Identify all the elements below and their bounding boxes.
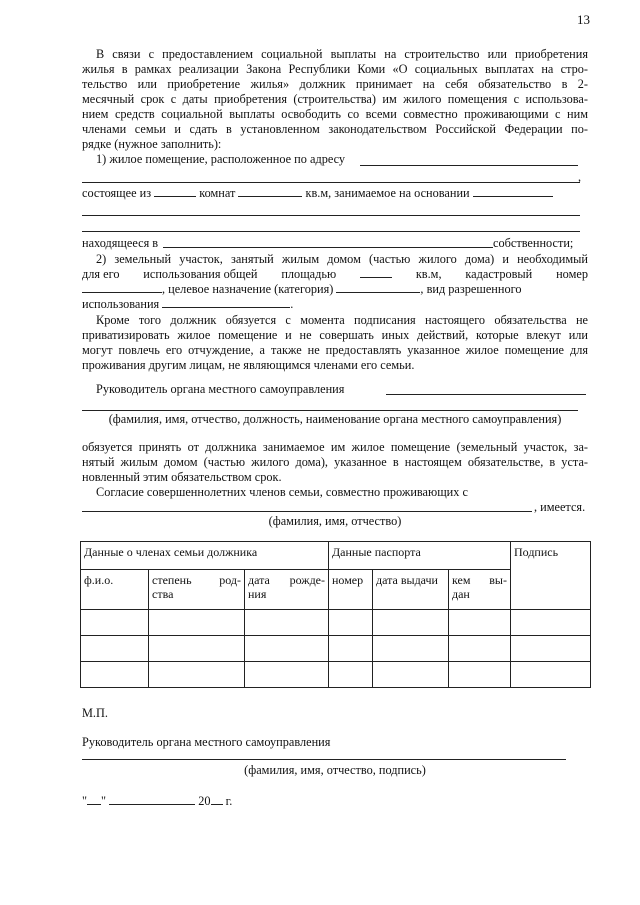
table-row	[81, 636, 591, 662]
table-cell[interactable]	[511, 662, 591, 688]
consent-caption: (фамилия, имя, отчество)	[268, 514, 402, 528]
table-cell[interactable]	[511, 610, 591, 636]
page-number: 13	[577, 12, 590, 27]
table-cell[interactable]	[373, 610, 449, 636]
area-field[interactable]	[238, 186, 302, 197]
col-fio: ф.и.о.	[81, 570, 149, 610]
table-cell[interactable]	[329, 636, 373, 662]
consent-end: , имеется.	[534, 500, 586, 514]
table-cell[interactable]	[149, 636, 245, 662]
basis-field-line-2[interactable]	[82, 215, 580, 216]
item1-address-label: 1) жилое помещение, расположенное по адресу	[96, 152, 346, 166]
item2-line-4: использования .	[82, 297, 294, 311]
accepts-line-2: нятый жилым домом (частью жилого дома), указанное в настоящем обязательстве, в уста-	[82, 455, 588, 469]
table-cell[interactable]	[449, 636, 511, 662]
table-cell[interactable]	[81, 662, 149, 688]
obligation-line-2: приватизировать жилое помещение и не совершать иных действий, которые влекут или	[82, 328, 588, 342]
col-issued-by: кем вы- дан	[449, 570, 511, 610]
col-passport-number: номер	[329, 570, 373, 610]
head-line: Руководитель органа местного самоуправления	[96, 382, 345, 396]
address-field-line-2[interactable]	[82, 182, 580, 183]
table-cell[interactable]	[449, 610, 511, 636]
obligation-line-3: могут повлечь его отчуждение, а также не предоставлять указанное жилое помещение для	[82, 343, 588, 357]
table-cell[interactable]	[245, 636, 329, 662]
intro-line-4: месячный срок с даты приобретения (строительства) им жилого помещения с использова-	[82, 92, 588, 106]
table-cell[interactable]	[245, 662, 329, 688]
cadastral-number-field[interactable]	[82, 282, 162, 293]
footer-head: Руководитель органа местного самоуправления	[82, 735, 331, 749]
land-area-field[interactable]	[360, 267, 392, 278]
table-cell[interactable]	[511, 636, 591, 662]
table-cell[interactable]	[373, 662, 449, 688]
seal-label: М.П.	[82, 706, 108, 720]
table-cell[interactable]	[329, 610, 373, 636]
item2-line-2: для его использования общей площадью кв.м, кадастровый номер	[82, 267, 588, 281]
day-field[interactable]	[87, 794, 101, 805]
month-field[interactable]	[109, 794, 195, 805]
table-cell[interactable]	[245, 610, 329, 636]
item2-line-1: 2) земельный участок, занятый жилым домом (частью жилого дома) и необходимый	[96, 252, 588, 266]
permitted-use-field[interactable]	[162, 297, 290, 308]
intro-line-1: В связи с предоставлением социальной выплаты на строительство или приобретения	[96, 47, 588, 61]
basis-field[interactable]	[473, 186, 553, 197]
consent-names-field[interactable]	[82, 511, 532, 512]
table-cell[interactable]	[373, 636, 449, 662]
group-passport-header: Данные паспорта	[329, 542, 511, 570]
table-cell[interactable]	[329, 662, 373, 688]
footer-signature-field[interactable]	[82, 759, 566, 760]
address-field-line[interactable]	[360, 165, 578, 166]
ownership-suffix: собственности;	[493, 236, 574, 250]
col-relation: степень род- ства	[149, 570, 245, 610]
intro-line-7: рядке (нужное заполнить):	[82, 137, 222, 151]
table-row	[81, 662, 591, 688]
group-family-header: Данные о членах семьи должника	[81, 542, 329, 570]
family-members-table	[80, 541, 591, 688]
col-birth-date: дата рожде- ния	[245, 570, 329, 610]
footer-caption: (фамилия, имя, отчество, подпись)	[244, 763, 426, 777]
date-line: " " 20 г.	[82, 794, 233, 808]
table-row	[81, 610, 591, 636]
rooms-line: состоящее из комнат кв.м, занимаемое на основании	[82, 186, 588, 201]
accepts-line-3: новленный этим обязательством срок.	[82, 470, 282, 484]
table-header-groups	[81, 542, 591, 570]
signature-header: Подпись	[511, 542, 591, 610]
year-field[interactable]	[211, 794, 223, 805]
land-category-field[interactable]	[336, 282, 420, 293]
col-issue-date: дата выдачи	[373, 570, 449, 610]
consent-line: Согласие совершеннолетних членов семьи, совместно проживающих с	[96, 485, 468, 499]
table-cell[interactable]	[149, 662, 245, 688]
item2-line-3: , целевое назначение (категория) , вид разрешенного	[82, 282, 588, 297]
table-cell[interactable]	[81, 610, 149, 636]
address-comma: ,	[578, 170, 582, 184]
obligation-line-1: Кроме того должник обязуется с момента подписания настоящего обязательства не	[96, 313, 588, 327]
ownership-line: находящееся в	[82, 236, 159, 250]
table-cell[interactable]	[449, 662, 511, 688]
intro-line-6: членами семьи и сдать в установленном законодательством Российской Федерации по-	[82, 122, 588, 136]
rooms-count-field[interactable]	[154, 186, 196, 197]
table-cell[interactable]	[81, 636, 149, 662]
head-name-field-line-2[interactable]	[82, 410, 578, 411]
basis-field-line-3[interactable]	[82, 231, 580, 232]
head-caption: (фамилия, имя, отчество, должность, наименование органа местного самоуправления)	[108, 412, 562, 426]
intro-line-3: тельство или приобретение жилья» должник принимает на себя обязательство в 2-	[82, 77, 588, 91]
ownership-type-field[interactable]	[163, 247, 493, 248]
head-name-field[interactable]	[386, 394, 586, 395]
accepts-line-1: обязуется принять от должника занимаемое им жилое помещение (земельный участок, за-	[82, 440, 588, 454]
intro-line-5: нием средств социальной выплаты освободить со всеми совместно проживающими с ним	[82, 107, 588, 121]
intro-line-2: жилья в рамках реализации Закона Республики Коми «О социальных выплатах на стро-	[82, 62, 588, 76]
obligation-line-4: проживания другим лицам, не являющимся членами его семьи.	[82, 358, 415, 372]
table-cell[interactable]	[149, 610, 245, 636]
